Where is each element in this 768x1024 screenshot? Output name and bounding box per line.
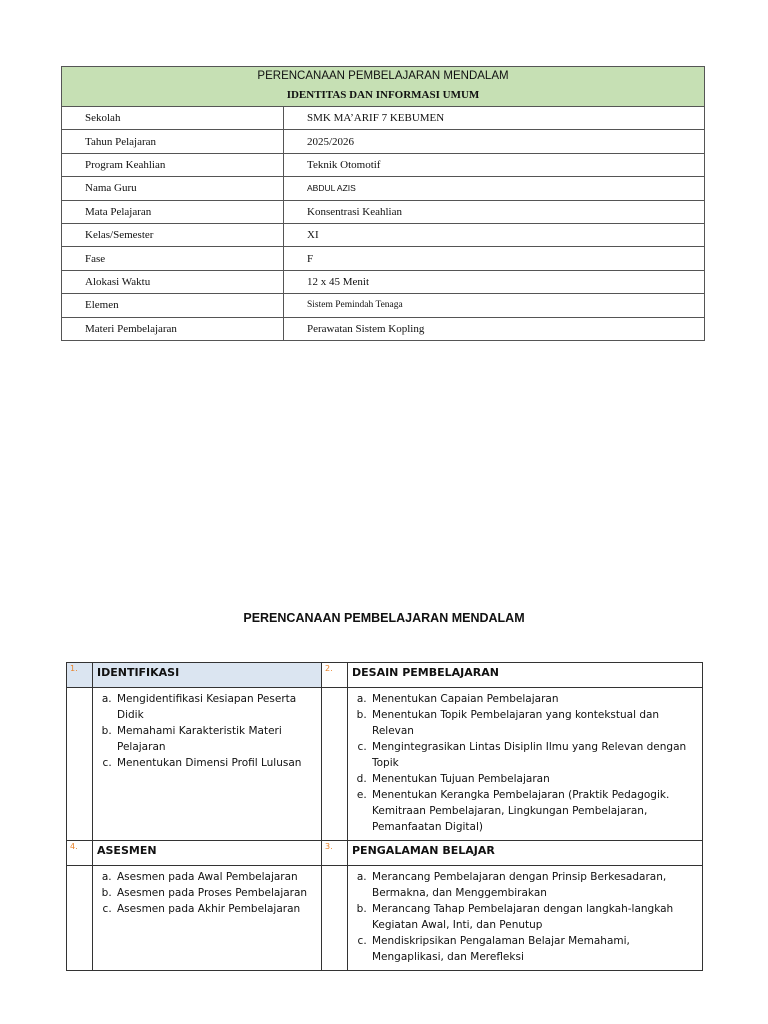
identity-row (62, 270, 705, 293)
list-item: a. Mengidentifikasi Kesiapan Peserta Didik (115, 691, 316, 723)
row-label: Sekolah (62, 107, 284, 130)
identifikasi-list (94, 689, 320, 775)
list-item: c. Menentukan Dimensi Profil Lulusan (115, 755, 316, 771)
section-heading-asesmen: ASESMEN (93, 841, 322, 866)
section-number: 4. (67, 841, 93, 866)
asesmen-list (94, 867, 320, 921)
list-item: b. Asesmen pada Proses Pembelajaran (115, 885, 316, 901)
row-value: Sistem Pemindah Tenaga (284, 294, 705, 317)
list-item: a. Merancang Pembelajaran dengan Prinsip Berkesadaran, Bermakna, dan Menggembirakan (370, 869, 697, 901)
row-value: 12 x 45 Menit (284, 270, 705, 293)
pengalaman-list (349, 867, 701, 969)
section-number: 1. (67, 663, 93, 688)
row-value: XI (284, 223, 705, 246)
identity-row (62, 247, 705, 270)
empty-cell (67, 688, 93, 841)
identity-row (62, 177, 705, 200)
row-label: Kelas/Semester (62, 223, 284, 246)
empty-cell (322, 866, 348, 971)
section-number: 2. (322, 663, 348, 688)
identity-row (62, 200, 705, 223)
identity-row (62, 153, 705, 176)
list-item: c. Mendiskripsikan Pengalaman Belajar Memahami, Mengaplikasi, dan Merefleksi (370, 933, 697, 965)
row-label: Alokasi Waktu (62, 270, 284, 293)
section-heading-identifikasi: IDENTIFIKASI (93, 663, 322, 688)
list-item: b. Menentukan Topik Pembelajaran yang kontekstual dan Relevan (370, 707, 697, 739)
row-label: Program Keahlian (62, 153, 284, 176)
list-item: a. Asesmen pada Awal Pembelajaran (115, 869, 316, 885)
list-item: b. Memahami Karakteristik Materi Pelajaran (115, 723, 316, 755)
identity-table (61, 66, 705, 341)
section-number: 3. (322, 841, 348, 866)
row-value: ABDUL AZIS (284, 177, 705, 200)
identity-row (62, 130, 705, 153)
row-value: Teknik Otomotif (284, 153, 705, 176)
plan-title: PERENCANAAN PEMBELAJARAN MENDALAM (243, 611, 525, 625)
row-label: Mata Pelajaran (62, 200, 284, 223)
row-value: Konsentrasi Keahlian (284, 200, 705, 223)
list-item: c. Mengintegrasikan Lintas Disiplin Ilmu yang Relevan dengan Topik (370, 739, 697, 771)
desain-list-cell (348, 688, 703, 841)
row-label: Elemen (62, 294, 284, 317)
identity-row (62, 317, 705, 340)
identity-row (62, 223, 705, 246)
identity-subtitle: IDENTITAS DAN INFORMASI UMUM (286, 89, 480, 101)
list-item: a. Menentukan Capaian Pembelajaran (370, 691, 697, 707)
pengalaman-list-cell (348, 866, 703, 971)
identifikasi-list-cell (93, 688, 322, 841)
empty-cell (322, 688, 348, 841)
row-label: Tahun Pelajaran (62, 130, 284, 153)
list-item: e. Menentukan Kerangka Pembelajaran (Praktik Pedagogik. Kemitraan Pembelajaran, Lingkungan Pembelajaran, Pemanfaatan Digital) (370, 787, 697, 835)
plan-table (66, 662, 703, 971)
empty-cell (67, 866, 93, 971)
identity-row (62, 294, 705, 317)
section-heading-desain: DESAIN PEMBELAJARAN (348, 663, 703, 688)
row-value: 2025/2026 (284, 130, 705, 153)
identity-header (62, 67, 705, 107)
desain-list (349, 689, 701, 839)
row-value: F (284, 247, 705, 270)
list-item: b. Merancang Tahap Pembelajaran dengan langkah-langkah Kegiatan Awal, Inti, dan Penutup (370, 901, 697, 933)
asesmen-list-cell (93, 866, 322, 971)
section-heading-pengalaman: PENGALAMAN BELAJAR (348, 841, 703, 866)
list-item: c. Asesmen pada Akhir Pembelajaran (115, 901, 316, 917)
row-value: Perawatan Sistem Kopling (284, 317, 705, 340)
row-label: Fase (62, 247, 284, 270)
row-label: Materi Pembelajaran (62, 317, 284, 340)
identity-row (62, 107, 705, 130)
row-label: Nama Guru (62, 177, 284, 200)
identity-title: PERENCANAAN PEMBELAJARAN MENDALAM (257, 70, 509, 82)
row-value: SMK MA’ARIF 7 KEBUMEN (284, 107, 705, 130)
list-item: d. Menentukan Tujuan Pembelajaran (370, 771, 697, 787)
